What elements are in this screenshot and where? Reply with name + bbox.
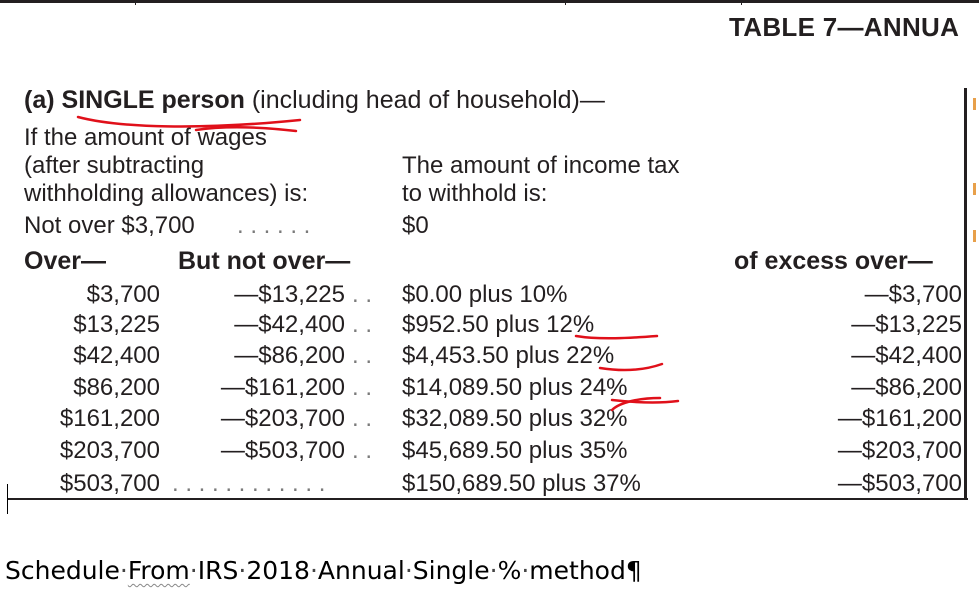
caption-word: From — [127, 556, 190, 585]
but-not-over-cell: —$203,700 — [220, 405, 345, 432]
dot-leader: . . — [352, 437, 373, 464]
pilcrow-mark: ¶ — [625, 556, 642, 585]
space-mark: · — [119, 556, 128, 585]
over-cell: $86,200 — [73, 374, 160, 401]
column-tick — [135, 0, 136, 5]
column-tick — [741, 0, 742, 5]
bottom-rule — [8, 498, 968, 500]
withhold-cell: $150,689.50 plus 37% — [402, 470, 641, 497]
table-title: TABLE 7—ANNUA — [729, 12, 960, 42]
excess-over-cell: —$86,200 — [851, 374, 962, 401]
withhold-cell: $32,089.50 plus 32% — [402, 405, 628, 432]
column-header-but-not-over: But not over— — [178, 247, 351, 275]
column-tick — [565, 0, 566, 5]
over-cell: $503,700 — [59, 470, 160, 497]
section-prefix: (a) — [24, 86, 55, 114]
caption-word: Schedule — [5, 556, 120, 585]
dot-leader: . . — [352, 281, 373, 308]
intro-left-line-2: (after subtracting — [24, 152, 205, 179]
excess-over-cell: —$3,700 — [864, 281, 962, 308]
but-not-over-cell: —$42,400 — [234, 311, 345, 338]
excess-over-cell: —$203,700 — [837, 437, 962, 464]
intro-right-line-1: The amount of income tax — [402, 152, 680, 179]
space-mark: · — [189, 556, 198, 585]
withhold-cell: $45,689.50 plus 35% — [402, 437, 628, 464]
side-mark — [973, 230, 976, 242]
space-mark: · — [404, 556, 413, 585]
space-mark: · — [238, 556, 247, 585]
excess-over-cell: —$161,200 — [837, 405, 962, 432]
space-mark: · — [521, 556, 530, 585]
but-not-over-cell: —$161,200 — [220, 374, 345, 401]
space-mark: · — [309, 556, 318, 585]
dot-leader: . . — [352, 405, 373, 432]
withhold-cell: $14,089.50 plus 24% — [402, 374, 628, 401]
but-not-over-cell: —$13,225 — [234, 281, 345, 308]
over-cell: $161,200 — [59, 405, 160, 432]
excess-over-cell: —$42,400 — [851, 342, 962, 369]
but-not-over-cell: —$86,200 — [234, 342, 345, 369]
caption-word: Annual — [317, 556, 405, 585]
section-status: SINGLE person — [61, 86, 245, 114]
withhold-cell: $0.00 plus 10% — [402, 281, 568, 308]
right-border — [964, 88, 967, 500]
section-heading — [24, 86, 605, 115]
dot-leader: . . — [352, 342, 373, 369]
excess-over-cell: —$13,225 — [851, 311, 962, 338]
section-rest: (including head of household)— — [251, 86, 605, 114]
side-mark — [973, 98, 976, 110]
space-mark: · — [489, 556, 498, 585]
but-not-over-cell: —$503,700 — [220, 437, 345, 464]
over-cell: $42,400 — [73, 342, 160, 369]
over-cell: $203,700 — [59, 437, 160, 464]
withhold-cell: $952.50 plus 12% — [402, 311, 595, 338]
dot-leader: . . . . . . . . . . . . — [172, 470, 326, 497]
side-mark — [973, 183, 976, 195]
column-header-excess-over: of excess over— — [734, 247, 933, 275]
caption-word: 2018 — [246, 556, 310, 585]
withhold-cell: $4,453.50 plus 22% — [402, 342, 615, 369]
caption-word: Single — [412, 556, 490, 585]
top-rule — [0, 0, 979, 3]
intro-right-line-2: to withhold is: — [402, 180, 548, 207]
not-over-label: Not over $3,700 — [24, 212, 195, 239]
caption-word: method — [529, 556, 626, 585]
column-header-over: Over— — [24, 247, 106, 275]
over-cell: $3,700 — [86, 281, 160, 308]
text-cursor — [7, 484, 8, 514]
caption-word: IRS — [197, 556, 239, 585]
excess-over-cell: —$503,700 — [837, 470, 962, 497]
not-over-amount: $0 — [402, 212, 429, 239]
document-caption — [5, 556, 642, 585]
dot-leader: . . . . . . — [237, 212, 311, 239]
over-cell: $13,225 — [73, 311, 160, 338]
dot-leader: . . — [352, 374, 373, 401]
caption-word: % — [497, 556, 522, 585]
intro-left-line-1: If the amount of wages — [24, 124, 267, 151]
intro-left-line-3: withholding allowances) is: — [24, 180, 309, 207]
dot-leader: . . — [352, 311, 373, 338]
